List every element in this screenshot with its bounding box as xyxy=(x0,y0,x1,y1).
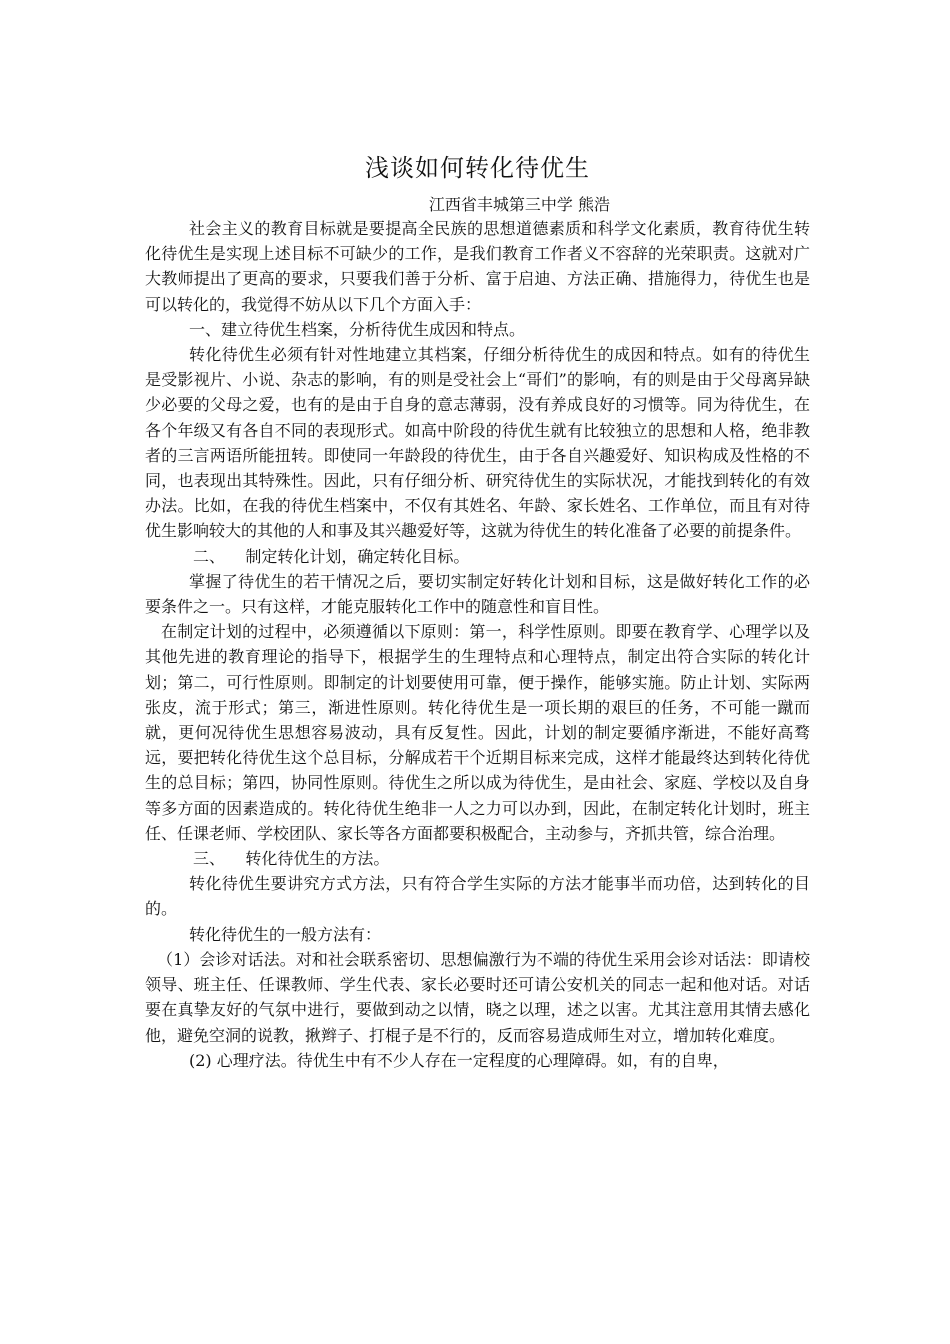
section-heading-3: 三、 转化待优生的方法。 xyxy=(193,849,390,869)
paragraph-method-2: (2) 心理疗法。待优生中有不少人存在一定程度的心理障碍。如，有的自卑， xyxy=(189,1050,729,1070)
author-byline: 江西省丰城第三中学 熊浩 xyxy=(428,195,610,214)
paragraph-methods-list-lead: 转化待优生的一般方法有： xyxy=(189,924,382,944)
paragraph-method-1: （1）会诊对话法。对和社会联系密切、思想偏激行为不端的待优生采用会诊对话法：即请校领导、班主任、任课教师、学生代表、家长必要时还可请公安机关的同志一起和他对话。对话要在真挚友好的气氛中进行，要做到动之以情，晓之以理，述之以害。尤其注意用其情去感化他，避免空洞的说教，揪辫子、打棍子是不行的，反而容易造成师生对立，增加转化难度。 xyxy=(145,949,810,1045)
document-page xyxy=(145,150,810,1073)
paragraph-principles: 在制定计划的过程中，必须遵循以下原则：第一，科学性原则。即要在教育学、心理学以及其他先进的教育理论的指导下，根据学生的生理特点和心理特点，制定出符合实际的转化计划；第二，可行性原则。即制定的计划要使用可靠，便于操作，能够实施。防止计划、实际两张皮，流于形式；第三，渐进性原则。转化待优生是一项长期的艰巨的任务，不可能一蹴而就，更何况待优生思想容易波动，具有反复性。因此，计划的制定要循序渐进，不能好高骛远，要把转化待优生这个总目标，分解成若干个近期目标来完成，这样才能最终达到转化待优生的总目标；第四，协同性原则。待优生之所以成为待优生，是由社会、家庭、学校以及自身等多方面的因素造成的。转化待优生绝非一人之力可以办到，因此，在制定转化计划时，班主任、任课老师、学校团队、家长等各方面都要积极配合，主动参与，齐抓共管，综合治理。 xyxy=(145,622,810,843)
paragraph-methods-intro: 转化待优生要讲究方式方法，只有符合学生实际的方法才能事半而功倍，达到转化的目的。 xyxy=(145,874,810,919)
section-heading-2: 二、 制定转化计划，确定转化目标。 xyxy=(193,546,470,566)
section-heading-1: 一、建立待优生档案，分析待优生成因和特点。 xyxy=(189,319,526,339)
paragraph-intro: 社会主义的教育目标就是要提高全民族的思想道德素质和科学文化素质，教育待优生转化待优生是实现上述目标不可缺少的工作，是我们教育工作者义不容辞的光荣职责。这就对广大教师提出了更高的要求，只要我们善于分析、富于启迪、方法正确、措施得力，待优生也是可以转化的，我觉得不妨从以下几个方面入手： xyxy=(145,219,810,314)
paragraph-plan: 掌握了待优生的若干情况之后，要切实制定好转化计划和目标，这是做好转化工作的必要条件之一。只有这样，才能克服转化工作中的随意性和盲目性。 xyxy=(145,571,810,617)
document-title: 浅谈如何转化待优生 xyxy=(365,154,590,182)
paragraph-section-1: 转化待优生必须有针对性地建立其档案，仔细分析待优生的成因和特点。如有的待优生是受影视片、小说、杂志的影响，有的则是受社会上“哥们”的影响，有的则是由于父母离异缺少必要的父母之爱，也有的是由于自身的意志薄弱，没有养成良好的习惯等。同为待优生，在各个年级又有各自不同的表现形式。如高中阶段的待优生就有比较独立的思想和人格，绝非教者的三言两语所能扭转。即使同一年龄段的待优生，由于各自兴趣爱好、知识构成及性格的不同，也表现出其特殊性。因此，只有仔细分析、研究待优生的实际状况，才能找到转化的有效办法。比如，在我的待优生档案中，不仅有其姓名、年龄、家长姓名、工作单位，而且有对待优生影响较大的其他的人和事及其兴趣爱好等，这就为待优生的转化准备了必要的前提条件。 xyxy=(145,345,810,541)
